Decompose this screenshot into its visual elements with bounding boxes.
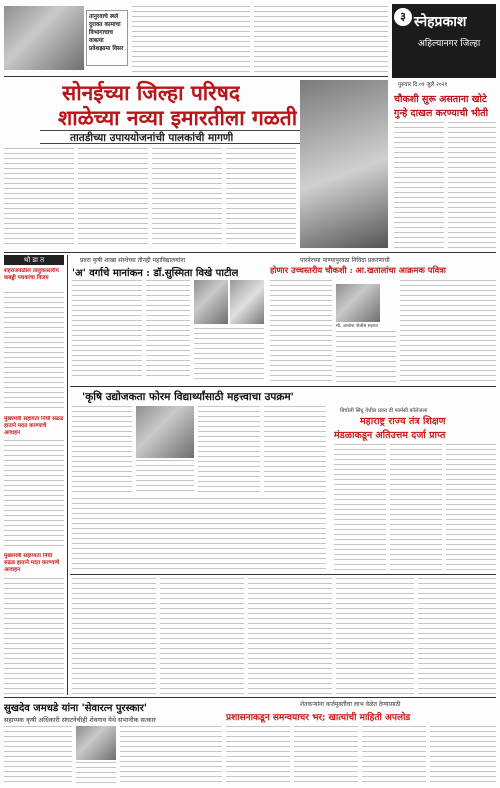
lead-body-col-1 — [4, 148, 74, 248]
center-body-5 — [72, 498, 326, 570]
lead-headline-2: शाळेच्या नव्या इमारतीला गळती — [58, 105, 298, 130]
center-body-1 — [72, 406, 132, 494]
paper-name: स्नेहप्रकाश — [414, 14, 467, 30]
mid-body-2 — [146, 280, 190, 380]
center-rule — [70, 386, 496, 387]
bottom-right-body-1 — [226, 726, 290, 784]
flood-photo — [4, 6, 84, 70]
right-lower-body-2 — [390, 444, 442, 570]
left-item3-title: मुख्यमंत्री सहाय्यता निधी सढळ हाताने मदत करण्याचे आवाहन — [4, 553, 60, 573]
bottom-right-headline: प्रशासनाकडून समन्वयाचर भर; खात्यांची माहिती अपलोड — [226, 713, 411, 723]
top-body-2 — [254, 6, 388, 72]
center-lower-body-3 — [248, 578, 332, 694]
mid-body-1 — [72, 280, 142, 380]
award-photo-2 — [230, 280, 264, 324]
bottom-left-subhead: सहाय्यक कृषी अधिकारी संघटनेचीही शेवगाव येथे सभानीक सत्कार — [4, 716, 156, 724]
bottom-right-kicker: शेतकऱ्यांना कर्जमुक्तीचा लाभ वेळेत देण्यासाठी — [300, 701, 401, 708]
bottom-rule — [70, 574, 496, 575]
mid-body-3 — [194, 328, 264, 380]
right-top-body-2 — [448, 122, 496, 252]
masthead — [392, 4, 496, 78]
right-lower-kicker: बिचोली सिंधु येथील प्रवरा डी फार्मसी कॉलेजला — [340, 408, 428, 414]
right-mid-body-1 — [270, 280, 332, 385]
right-mid-body-2 — [336, 331, 396, 385]
top-teaser-box — [86, 10, 128, 66]
left-col-kicker: थो डा त — [4, 255, 64, 265]
right-lower-body-3 — [446, 444, 496, 570]
left-item1-title: शहराजवळील तालुकास्तरीय कबड्डी पथकांचा विजय — [4, 268, 59, 281]
center-body-3 — [198, 406, 260, 494]
left-item1-body — [4, 292, 64, 412]
right-top-headline-2: गुन्हे दाखल करण्याची भीती — [394, 108, 489, 119]
right-lower-headline-2: मंडळाकडून अतिउत्तम दर्जा प्राप्त — [334, 430, 446, 441]
center-lower-body-1 — [72, 578, 156, 694]
lead-body-col-3 — [152, 148, 222, 248]
left-col-divider — [67, 255, 68, 695]
right-mid-headline: होणार उच्चस्तरीय चौकशी : आ.खतालांचा आक्रमक पवित्रा — [270, 265, 446, 275]
bottom-right-body-2 — [294, 726, 358, 784]
lead-body-col-4 — [226, 148, 296, 248]
left-item3-body — [4, 578, 64, 696]
center-lower-body-2 — [160, 578, 244, 694]
top-rule — [4, 76, 388, 77]
right-top-body-1 — [394, 122, 444, 252]
right-lower-body-1 — [334, 444, 386, 570]
official-portrait — [336, 284, 380, 322]
right-mid-kicker: पारनेरच्या पाण्यापुरवठा निविदा प्रकरणाची — [300, 257, 390, 264]
portrait-caption: सौ. आशोक पोलीस सहाय्य — [336, 324, 378, 329]
lead-body-col-2 — [78, 148, 148, 248]
bottom-left-body-2 — [76, 762, 116, 784]
page-number: ३ — [394, 8, 412, 26]
center-body-4 — [264, 406, 326, 494]
top-teaser: तानुरवाचे स्थ्ले दुरावत कामाचा विभागाचाच वाबत्या प्रवेशझामा विसर — [89, 14, 124, 52]
bottom-right-body-4 — [430, 726, 496, 784]
lead-subhead: तातडीच्या उपाययोजनांची पालकांची मागणी — [70, 132, 234, 144]
edition-name: अहिल्यानगर जिल्हा — [418, 39, 481, 49]
center-body-2 — [136, 460, 194, 494]
school-building-photo — [300, 80, 388, 248]
date-line: गुरुवार दि.०१ जुलै २०२१ — [398, 82, 448, 88]
right-lower-body-5 — [418, 578, 496, 694]
mid-rule — [4, 252, 496, 253]
forum-photo — [136, 406, 194, 458]
bottom-left-headline: सुखदेव जमधडे यांना 'सेवारत्न पुरस्कार' — [4, 703, 147, 714]
right-lower-headline: महाराष्ट्र राज्य तंत्र शिक्षण — [360, 416, 446, 427]
mid-story-kicker: प्रवरा कृषी शाखा संस्थेच्या तीनही महाविद्यालयांना — [80, 257, 186, 264]
left-item2-body — [4, 440, 64, 550]
lead-headline: सोनईच्या जिल्हा परिषद — [62, 80, 241, 105]
bottom-left-body-3 — [120, 726, 222, 784]
award-photo-1 — [194, 280, 228, 324]
left-item2-title: मुख्यमंत्री सहायता निधी सढळ हाताने मदत करण्याचे आवाहन — [4, 416, 64, 436]
bottom-left-body-1 — [4, 726, 72, 784]
bottom-right-body-3 — [362, 726, 426, 784]
center-headline: 'कृषि उद्योजकता फोरम विद्यार्थ्यांसाठी महत्त्वाचा उपक्रम' — [82, 391, 294, 403]
footer-rule — [4, 697, 496, 698]
award-recipient-photo — [76, 726, 116, 760]
right-lower-body-4 — [336, 578, 414, 694]
right-mid-body-3 — [400, 280, 496, 385]
mid-story-headline: 'अ' वर्गाचे मानांकन : डॉ.सुस्मिता विखे पाटील — [72, 268, 239, 279]
right-top-headline: चौकशी सुरू असताना खोटे — [394, 94, 487, 105]
top-body-1 — [132, 6, 250, 72]
